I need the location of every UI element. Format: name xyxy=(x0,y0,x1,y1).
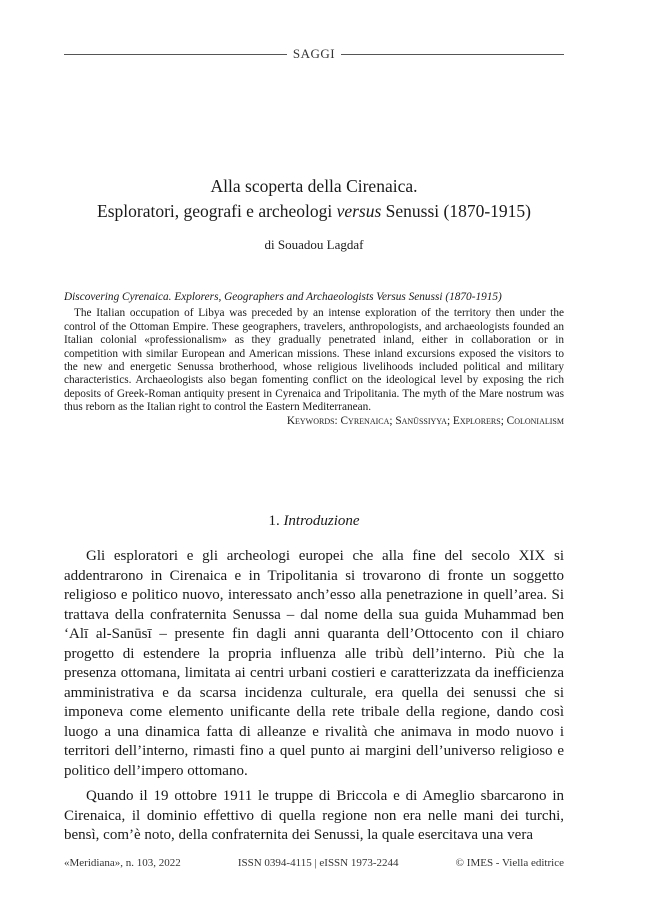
article-title-line1: Alla scoperta della Cirenaica. xyxy=(210,176,418,196)
section-title: Introduzione xyxy=(283,513,360,529)
body-text xyxy=(64,547,564,846)
abstract xyxy=(64,291,564,428)
article-author: di Souadou Lagdaf xyxy=(264,237,364,252)
title-line2-italic: versus xyxy=(336,201,382,221)
section-label: SAGGI xyxy=(292,46,336,61)
abstract-keywords: Keywords: Cyrenaica; Sanūssiyya; Explorers; Colonialism xyxy=(286,414,564,427)
page-footer xyxy=(64,857,564,869)
abstract-title: Discovering Cyrenaica. Explorers, Geographers and Archaeologists Versus Senussi (1870-1915) xyxy=(64,291,502,303)
header-rule-left xyxy=(64,54,287,55)
footer-publisher: © IMES - Viella editrice xyxy=(455,857,564,869)
body-paragraph-1: Gli esploratori e gli archeologi europei che alla fine del secolo XIX si addentrarono in Cirenaica e in Tripolitania si trovarono di fronte un soggetto religioso e politico nuovo, interessato anch’esso alla penetrazione in quell’area. Si trattava della confraternita Senussa – dal nome della sua guida Muhammad ben ‘Alī al-Sanūsī – presente fin dagli anni quaranta dell’Ottocento con il chiaro progetto di estendere la propria influenza alle tribù dell’interno. Più che la presenza ottomana, limitata ai centri urbani costieri e caratterizzata da inefficienza amministrativa e da scarsa incidenza culturale, era quella dei senussi che si imponeva come elemento unificante della rete tribale della regione, dando così luogo a una dinamica fatta di alleanze e rivalità che animava in modo nuovo i territori dell’interno, rimasti fino a quel punto ai margini dell’universo religioso e politico dell’impero ottomano. xyxy=(64,548,564,779)
footer-journal: «Meridiana», n. 103, 2022 xyxy=(64,857,181,869)
article-title-block xyxy=(64,174,564,253)
section-number: 1. xyxy=(268,513,280,529)
footer-issn: ISSN 0394-4115 | eISSN 1973-2244 xyxy=(237,857,399,869)
running-header xyxy=(64,47,564,61)
title-line2-pre: Esploratori, geografi e archeologi xyxy=(97,201,337,221)
body-paragraph-2: Quando il 19 ottobre 1911 le truppe di Briccola e di Ameglio sbarcarono in Cirenaica, il dominio effettivo di quella regione non era nelle mani dei turchi, bensì, com’è noto, della confraternita dei Senussi, la quale esercitava una vera xyxy=(64,788,564,843)
article-title-line2 xyxy=(64,199,564,224)
abstract-body: The Italian occupation of Libya was preceded by an intense exploration of the territory then under the control of the Ottoman Empire. These geographers, travelers, anthropologists, and archaeologists founded an Italian colonial «professionalism» as they gradually penetrated inland, either in collaboration or in competition with similar European and American missions. These inland excursions exposed the visitors to the new and energetic Senussa brotherhood, whose religious livelihoods included political and military characteristics. Archaeologists also began fomenting conflict on the ideological level by exposing the rich deposits of Greek-Roman antiquity present in Cyrenaica and Tripolitania. The myth of the Mare nostrum was thus reborn as the Italian right to control the Eastern Mediterranean. xyxy=(64,307,564,414)
section-heading xyxy=(64,513,564,530)
title-line2-post: Senussi (1870-1915) xyxy=(381,201,531,221)
header-rule-right xyxy=(341,54,564,55)
